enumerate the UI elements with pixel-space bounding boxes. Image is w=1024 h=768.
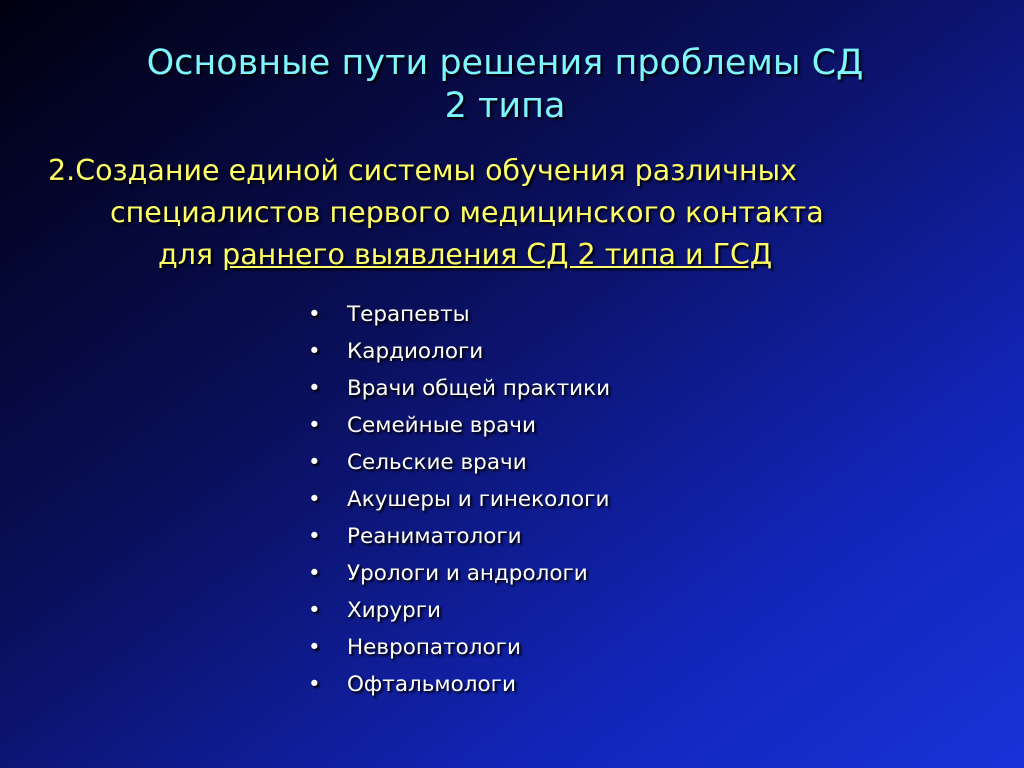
bullet-icon: • [308, 672, 321, 697]
list-item [306, 629, 610, 666]
bullet-icon: • [308, 487, 321, 512]
list-item [306, 407, 610, 444]
main-point-line1: 2.Создание единой системы обучения различных [48, 154, 797, 187]
list-item-label: Акушеры и гинекологи [347, 487, 610, 512]
specialists-list [306, 296, 610, 703]
list-item-label: Врачи общей практики [347, 376, 611, 401]
list-item-label: Хирурги [347, 598, 441, 623]
list-item [306, 444, 610, 481]
slide-title-line2: 2 типа [444, 86, 566, 126]
list-item [306, 518, 610, 555]
bullet-icon: • [308, 376, 321, 401]
slide-title-line1: Основные пути решения проблемы СД [146, 43, 864, 83]
list-item [306, 296, 610, 333]
list-item-label: Кардиологи [347, 339, 484, 364]
list-item [306, 555, 610, 592]
bullet-icon: • [308, 635, 321, 660]
list-item-label: Терапевты [347, 302, 470, 327]
bullet-icon: • [308, 561, 321, 586]
list-item [306, 666, 610, 703]
bullet-icon: • [308, 302, 321, 327]
list-item [306, 481, 610, 518]
bullet-icon: • [308, 598, 321, 623]
main-point-line2: специалистов первого медицинского контакта [110, 196, 824, 229]
bullet-icon: • [308, 524, 321, 549]
list-item-label: Реаниматологи [347, 524, 522, 549]
list-item [306, 592, 610, 629]
list-item-label: Офтальмологи [347, 672, 516, 697]
bullet-icon: • [308, 339, 321, 364]
main-point [48, 150, 988, 276]
list-item [306, 370, 610, 407]
main-point-underlined-text: раннего выявления СД 2 типа и ГСД [222, 238, 773, 271]
main-point-line3-prefix: для [158, 238, 223, 271]
bullet-icon: • [308, 413, 321, 438]
list-item-label: Семейные врачи [347, 413, 536, 438]
list-item [306, 333, 610, 370]
list-item-label: Сельские врачи [347, 450, 527, 475]
list-item-label: Невропатологи [347, 635, 521, 660]
bullet-icon: • [308, 450, 321, 475]
slide-title [0, 42, 1010, 128]
list-item-label: Урологи и андрологи [347, 561, 588, 586]
main-point-line3 [48, 234, 988, 276]
